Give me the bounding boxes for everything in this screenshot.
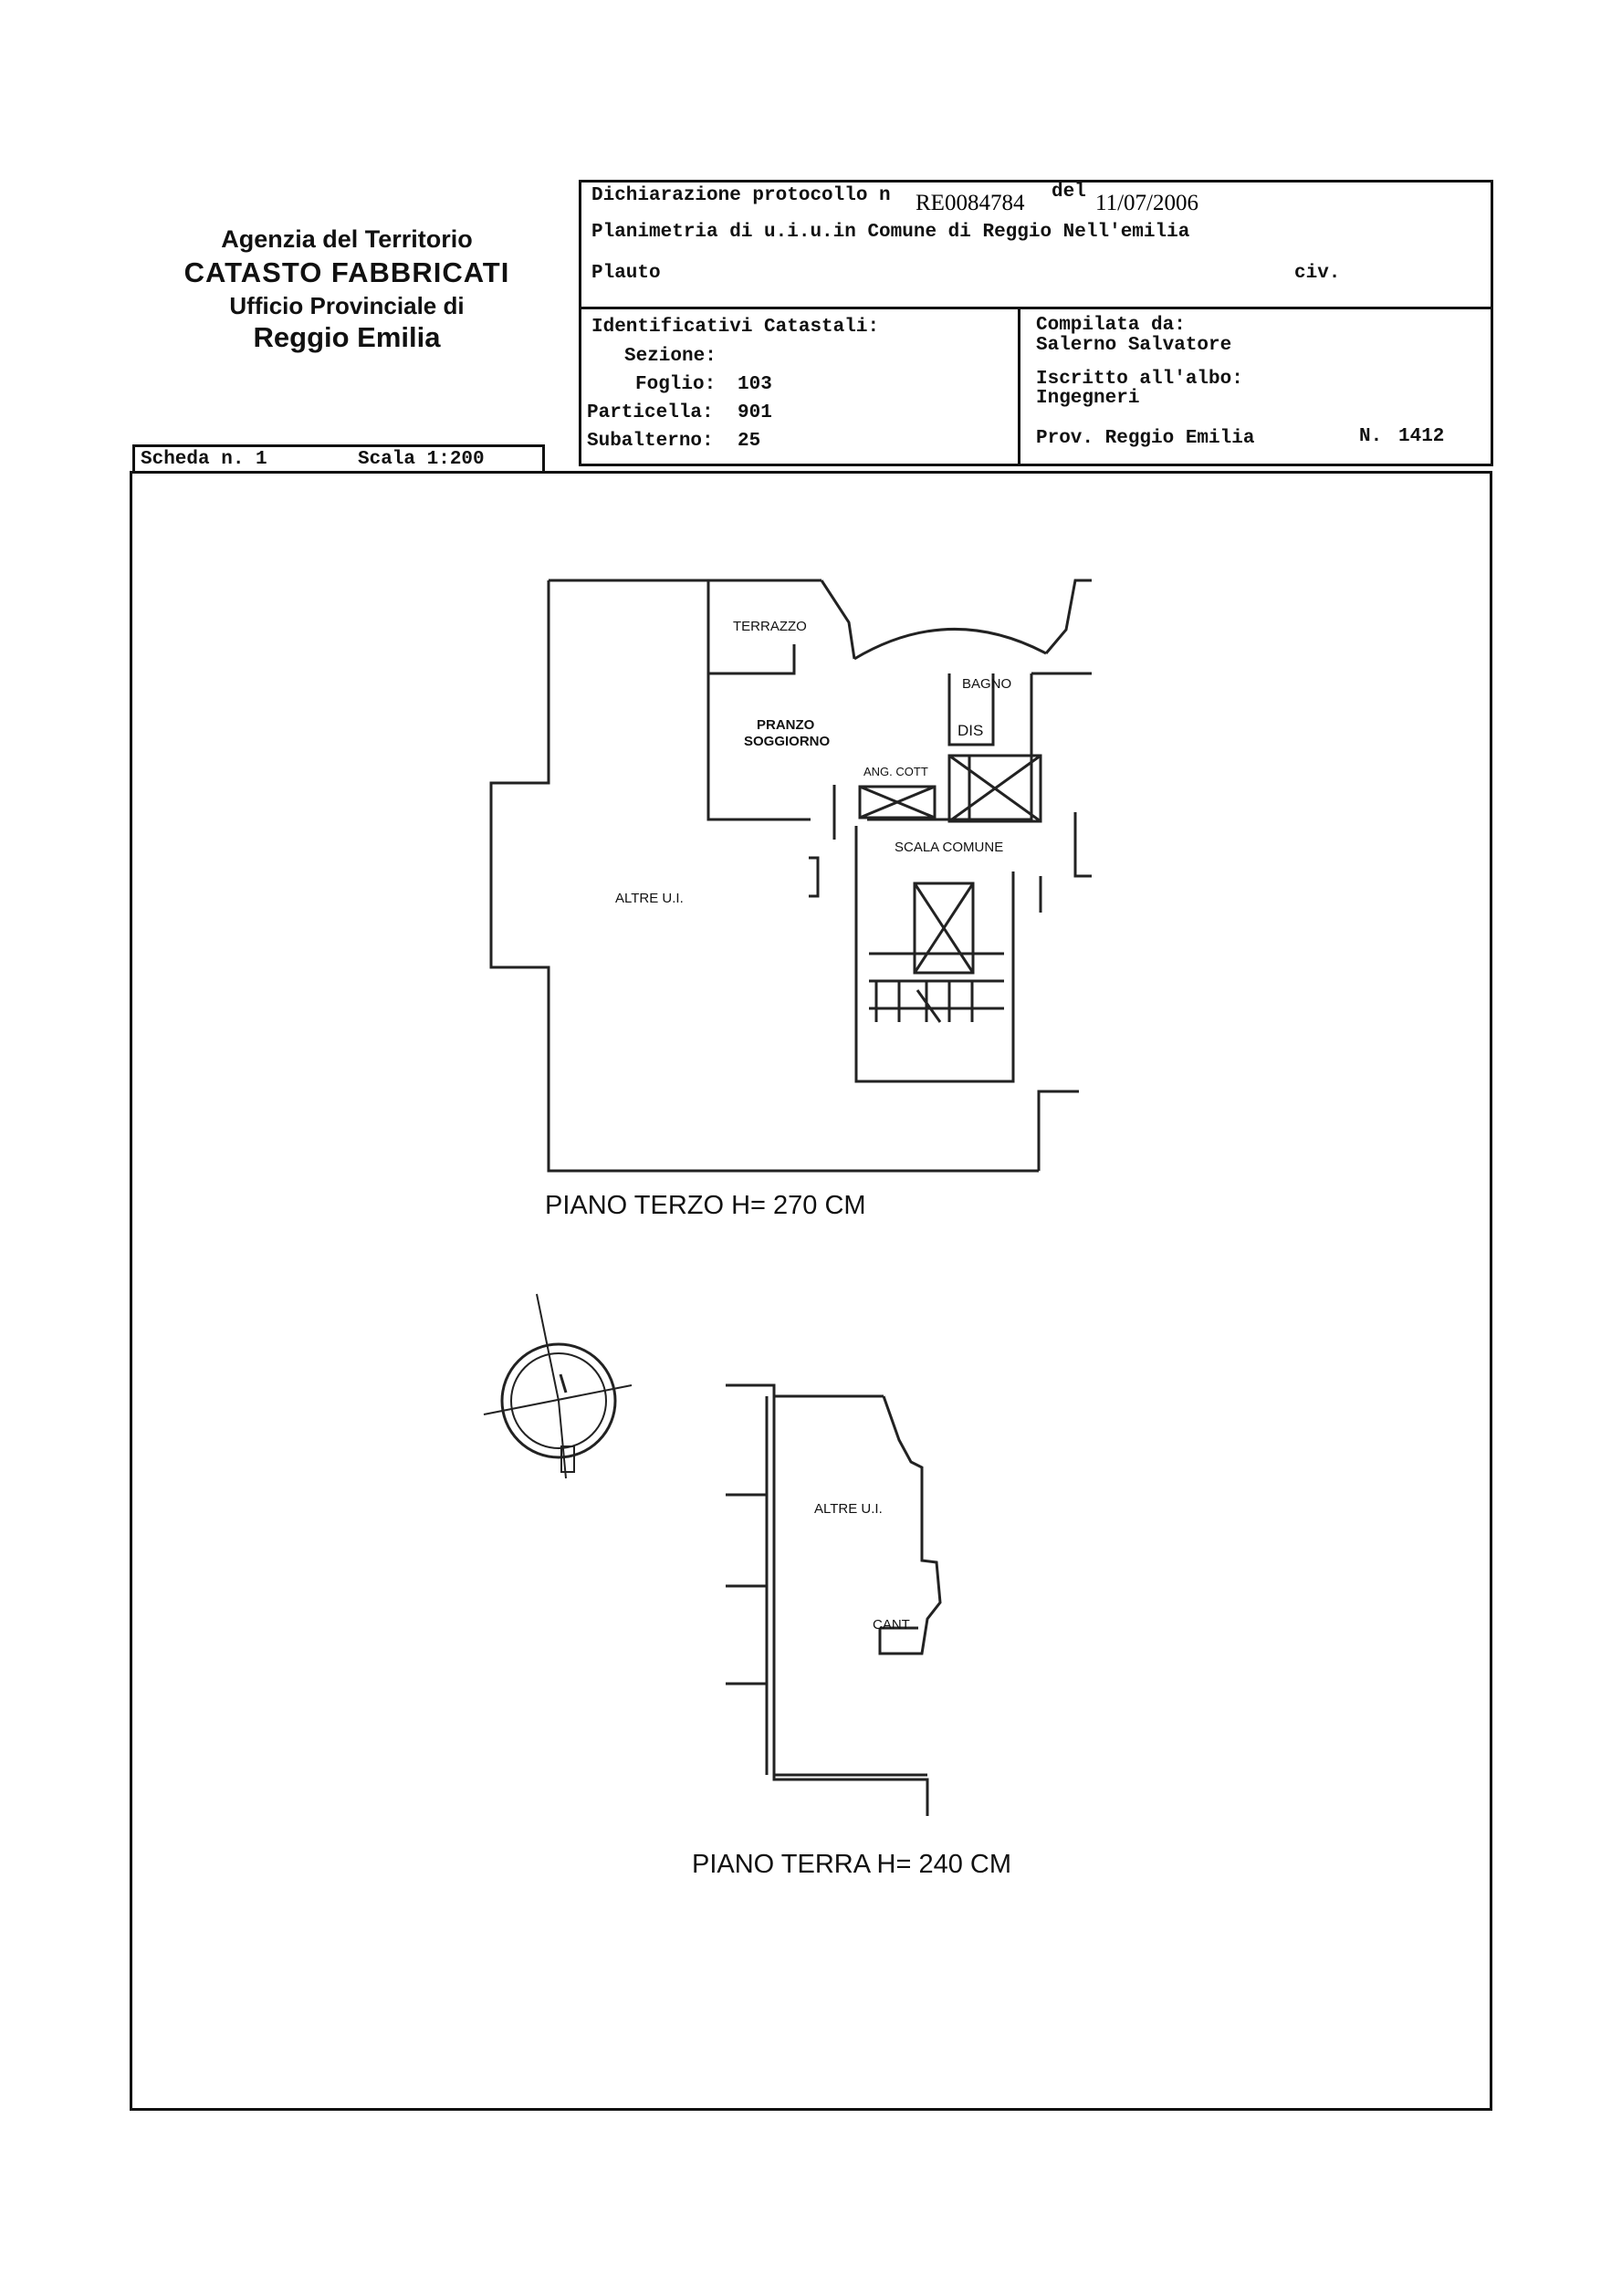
albo-value: Ingegneri [1036, 388, 1140, 409]
albo-label: Iscritto all'albo: [1036, 369, 1243, 390]
room-dis: DIS [958, 722, 984, 739]
apartment-west-wall [708, 580, 811, 819]
office-label: Ufficio Provinciale di [229, 291, 465, 319]
registration-number: 1412 [1398, 426, 1445, 447]
declaration-label: Dichiarazione protocollo n [591, 185, 891, 206]
foglio-label: Foglio: [635, 374, 717, 395]
terrace-wall [708, 644, 794, 673]
room-bagno: BAGNO [962, 676, 1012, 692]
sezione-label: Sezione: [624, 346, 717, 367]
particella-value: 901 [738, 402, 772, 423]
agency-name: Agenzia del Territorio [221, 225, 473, 253]
room-scala-comune: SCALA COMUNE [895, 840, 1004, 855]
date-label: del [1052, 182, 1086, 203]
registration-number-label: N. [1359, 426, 1383, 447]
room-cant: CANT [873, 1617, 910, 1633]
declaration-date: 11/07/2006 [1095, 191, 1198, 215]
protocol-number: RE0084784 [916, 191, 1025, 215]
compiler-title: Compilata da: [1036, 315, 1186, 336]
civic-label: civ. [1294, 263, 1341, 284]
curved-balcony-wall [854, 629, 1046, 659]
room-terrazzo: TERRAZZO [733, 619, 807, 634]
room-ang-cott: ANG. COTT [863, 765, 928, 778]
compiler-name: Salerno Salvatore [1036, 335, 1232, 356]
room-altre-ui-upper: ALTRE U.I. [615, 891, 684, 906]
scale-label: Scala 1:200 [358, 449, 485, 470]
compiler-province: Prov. Reggio Emilia [1036, 428, 1255, 449]
ground-floor-outline [726, 1385, 927, 1816]
office-city: Reggio Emilia [253, 321, 441, 353]
upper-floor-right-wall [1039, 1091, 1079, 1171]
subalterno-label: Subalterno: [587, 431, 714, 452]
upper-floor-title: PIANO TERZO H= 270 CM [545, 1191, 866, 1220]
room-soggiorno: SOGGIORNO [744, 734, 831, 749]
room-altre-ui-ground: ALTRE U.I. [814, 1501, 883, 1517]
particella-label: Particella: [587, 402, 714, 423]
foglio-value: 103 [738, 374, 772, 395]
ground-floor-title: PIANO TERRA H= 240 CM [692, 1850, 1011, 1879]
planimetry-line: Planimetria di u.i.u.in Comune di Reggio Nell'emilia [591, 222, 1190, 243]
ground-floor-east-wall [880, 1396, 940, 1654]
catasto-title: CATASTO FABBRICATI [183, 256, 510, 288]
identifiers-title: Identificativi Catastali: [591, 317, 880, 338]
subalterno-value: 25 [738, 431, 761, 452]
street-name: Plauto [591, 263, 661, 284]
room-pranzo: PRANZO [757, 717, 815, 733]
sheet-number: Scheda n. 1 [141, 449, 267, 470]
